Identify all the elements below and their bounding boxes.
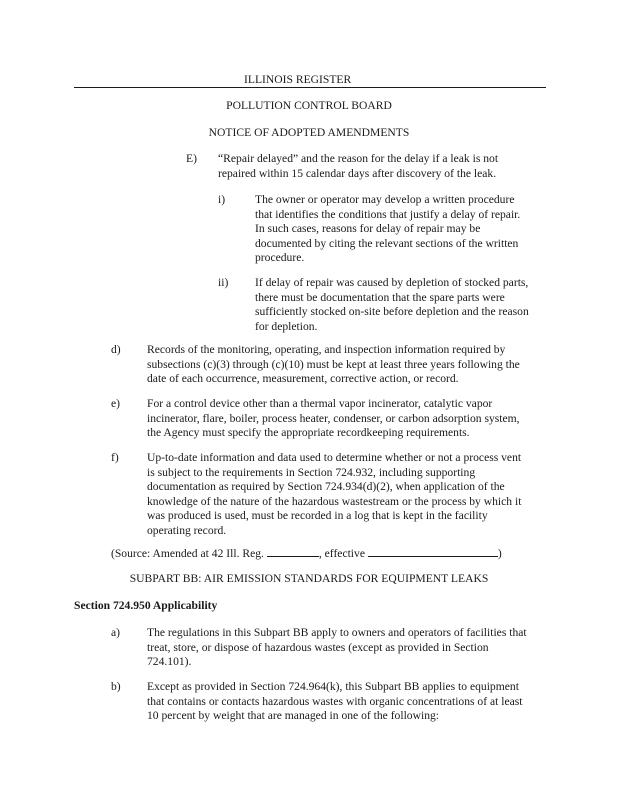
text-line: treat, store, or dispose of hazardous wastes (except as provided in Section: [147, 640, 489, 654]
text-line: subsections (c)(3) through (c)(10) must be kept at least three years following the: [147, 357, 520, 371]
text-line: is subject to the requirements in Section 724.932, including supporting: [147, 465, 476, 479]
item-f-label: f): [111, 451, 119, 464]
item-E-ii-text: [255, 276, 529, 334]
item-b-text: [147, 680, 523, 724]
effective-date-blank: [368, 545, 498, 557]
text-line: that contains or contacts hazardous wastes with organic concentrations of at least: [147, 694, 523, 708]
text-line: for depletion.: [255, 319, 318, 333]
text-line: the Agency must specify the appropriate recordkeeping requirements.: [147, 426, 470, 440]
text-line: Up-to-date information and data used to determine whether or not a process vent: [147, 451, 522, 464]
text-line: If delay of repair was caused by depletion of stocked parts,: [255, 276, 529, 289]
text-line: The owner or operator may develop a written procedure: [255, 193, 515, 206]
text-line: documentation as required by Section 724.934(d)(2), when application of the: [147, 480, 505, 494]
notice-title: NOTICE OF ADOPTED AMENDMENTS: [208, 126, 410, 139]
source-suffix: ): [497, 547, 502, 560]
item-e-label: e): [111, 397, 121, 410]
agency-name: POLLUTION CONTROL BOARD: [226, 99, 392, 112]
item-d-text: [147, 343, 520, 387]
text-line: sufficiently stocked on-site before depletion and the reason: [255, 305, 529, 319]
text-line: documented by citing the relevant sections of the written: [255, 236, 519, 250]
text-line: was produced is used, must be recorded in a log that is kept in the facility: [147, 509, 488, 523]
section-heading: Section 724.950 Applicability: [74, 599, 218, 612]
item-a-label: a): [111, 626, 121, 639]
text-line: procedure.: [255, 251, 305, 265]
text-line: 724.101).: [147, 655, 192, 669]
text-line: repaired within 15 calendar days after discovery of the leak.: [218, 166, 497, 180]
text-line: that identifies the conditions that justify a delay of repair.: [255, 207, 521, 221]
source-note: [111, 545, 502, 562]
text-line: Except as provided in Section 724.964(k), this Subpart BB applies to equipment: [147, 680, 519, 693]
text-line: For a control device other than a thermal vapor incinerator, catalytic vapor: [147, 397, 493, 410]
register-page-blank: [267, 545, 319, 557]
subpart-heading: SUBPART BB: AIR EMISSION STANDARDS FOR EQUIPMENT LEAKS: [129, 572, 489, 585]
item-E-ii-label: ii): [218, 276, 229, 289]
source-middle: , effective: [318, 547, 368, 560]
source-prefix: (Source: Amended at 42 Ill. Reg.: [111, 547, 267, 560]
item-E-text: [218, 152, 498, 181]
item-d-label: d): [111, 343, 121, 356]
text-line: operating record.: [147, 523, 227, 537]
text-line: there must be documentation that the spare parts were: [255, 290, 505, 304]
item-E-i-label: i): [218, 193, 226, 206]
item-E-i-text: [255, 193, 520, 266]
text-line: The regulations in this Subpart BB apply to owners and operators of facilities that: [147, 626, 527, 639]
register-title: ILLINOIS REGISTER: [244, 73, 352, 86]
text-line: Records of the monitoring, operating, and inspection information required by: [147, 343, 506, 356]
item-a-text: [147, 626, 527, 670]
item-E-label: E): [186, 152, 197, 165]
item-e-text: [147, 397, 520, 441]
text-line: 10 percent by weight that are managed in one of the following:: [147, 709, 440, 723]
text-line: knowledge of the nature of the hazardous wastestream or the process by which it: [147, 494, 522, 508]
item-b-label: b): [111, 680, 121, 693]
text-line: date of each occurrence, measurement, corrective action, or record.: [147, 372, 459, 386]
text-line: incinerator, flare, boiler, process heater, condenser, or carbon adsorption system,: [147, 411, 520, 425]
text-line: “Repair delayed” and the reason for the delay if a leak is not: [218, 152, 499, 165]
text-line: In such cases, reasons for delay of repair may be: [255, 222, 481, 236]
item-f-text: [147, 451, 521, 539]
